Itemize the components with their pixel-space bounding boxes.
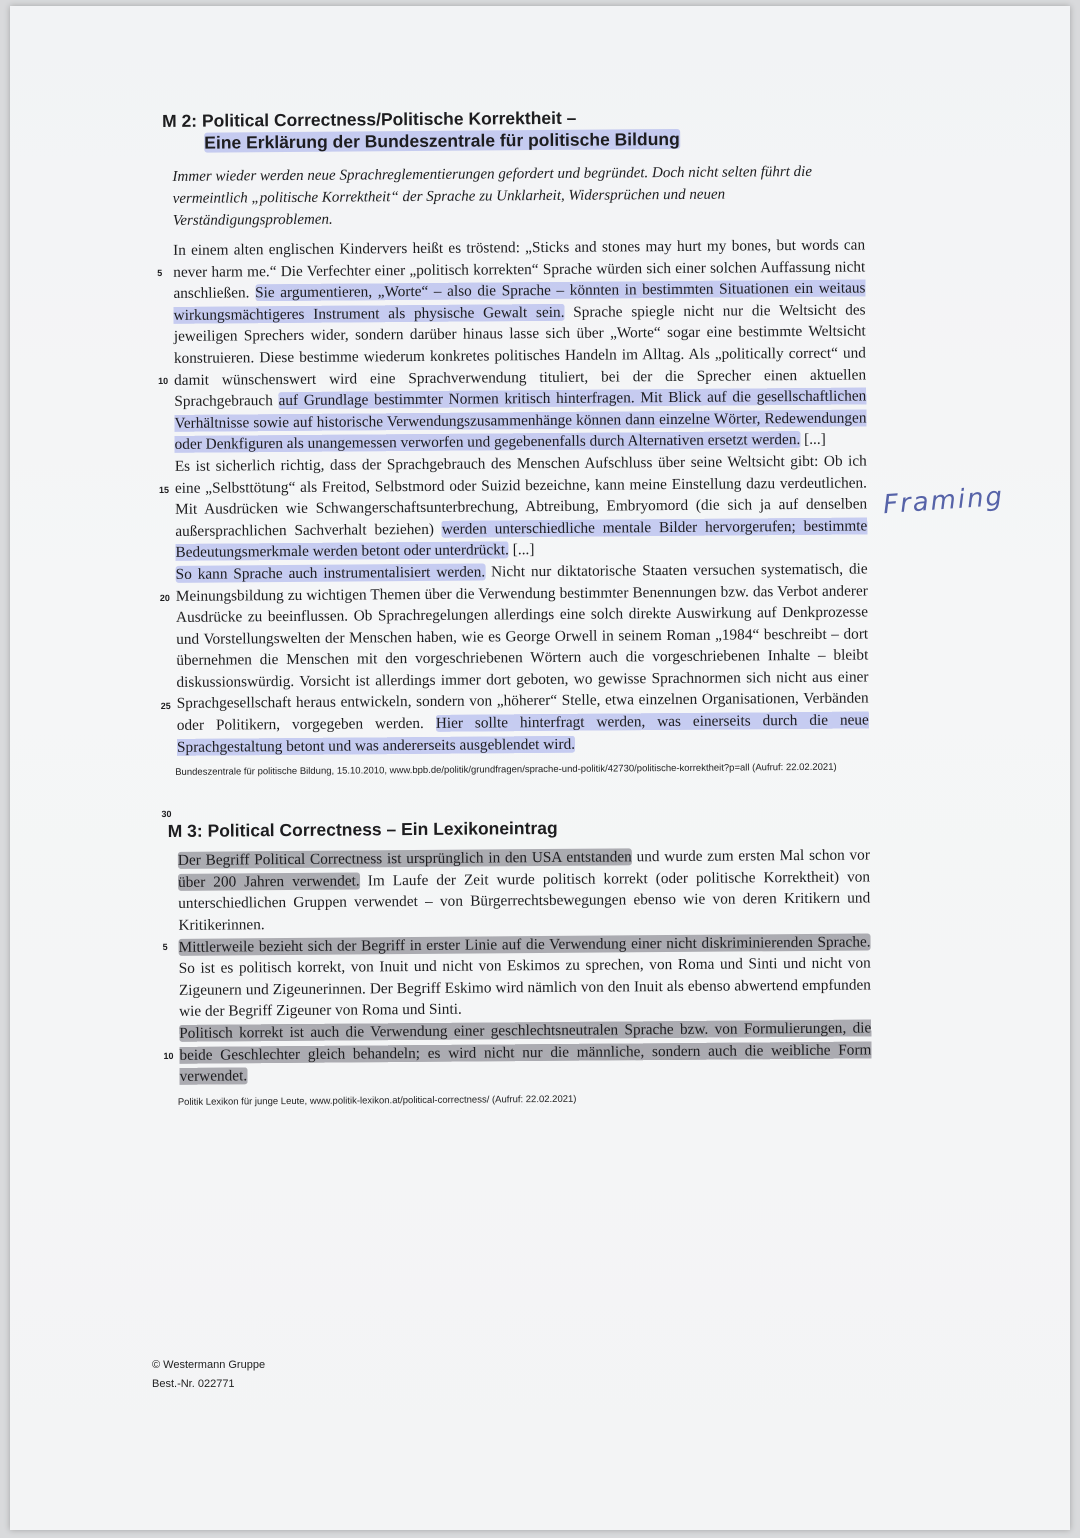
m2-heading-line1: M 2: Political Correctness/Politische Korrektheit – <box>162 107 577 131</box>
highlight: Mittlerweile bezieht sich der Begriff in erster Linie auf die Verwendung einer nicht diskriminierenden Sprache. <box>178 933 871 956</box>
m3-paragraph-3 <box>179 1017 871 1087</box>
worksheet-content <box>157 104 872 1109</box>
highlight: Politisch korrekt ist auch die Verwendung einer geschlechtsneutralen Sprache bzw. von Formulierungen, die beide Geschlechter gleich behandeln; es wird nicht nur die männliche, sondern auch die weibliche Form verwendet. <box>179 1019 872 1086</box>
m2-heading-line2: Eine Erklärung der Bundeszentrale für politische Bildung <box>204 128 680 153</box>
m2-paragraph-2: Es ist sicherlich richtig, dass der Sprachgebrauch des Menschen Aufschluss über seine Weltsicht gibt: Ob ich eine „Selbsttötung“ als Freitod, Selbstmord oder Suizid bezeichne, kann meine Einstellung dazu verdeutlichen. Mit Ausdrücken wie Schwangerschaftsunterbrechung, Abtreibung, Embryomord (die sich ja auf denselben außersprachlichen Sachverhalt beziehen) werden unterschiedliche mentale Bilder hervorgerufen; bestimmte Bedeutungsmerkmale werden betont oder unterdrückt. [...] <box>174 452 868 562</box>
m2-intro: Immer wieder werden neue Sprachreglementierungen gefordert und begründet. Doch nicht selten führt die vermeintlich „politische Korrektheit“ der Sprache zu Unklarheit, Widersprüchen und neuen Verständigungsproblemen. <box>172 163 813 229</box>
publisher: © Westermann Gruppe <box>152 1359 266 1371</box>
highlight: Der Begriff Political Correctness ist ursprünglich in den USA entstanden <box>177 848 632 870</box>
highlight: So kann Sprache auch instrumentalisiert werden. <box>175 563 486 583</box>
m3-paragraph-1: Der Begriff Political Correctness ist ursprünglich in den USA entstanden und wurde zum ersten Mal schon vor über 200 Jahren verwendet. Im Laufe der Zeit wurde politisch korrekt (oder politische Korrektheit) von unterschiedlichen Gruppen verwendet – von Bürgerrechtsbewegungen ebenso wie von deren Kritikern und Kritikerinnen. <box>177 846 871 934</box>
worksheet-page <box>10 6 1070 1530</box>
m2-source: Bundeszentrale für politische Bildung, 15.10.2010, www.bpb.de/politik/grundfragen/sprache-und-politik/42730/politische-korrektheit?p=all (Aufruf: 22.02.2021) <box>175 761 837 779</box>
highlight: Hier sollte hinterfragt werden, was einerseits durch die neue Sprachgestaltung betont und was andererseits ausgeblendet wird. <box>176 711 869 756</box>
handwritten-annotation: Framing <box>882 481 1006 521</box>
highlight: werden unterschiedliche mentale Bilder hervorgerufen; bestimmte Bedeutungsmerkmale werden betont oder unterdrückt. <box>175 517 868 562</box>
footer <box>152 1356 265 1394</box>
line-number: 30 <box>161 808 172 820</box>
line-number: 25 <box>160 700 171 712</box>
highlight: über 200 Jahren verwendet. <box>177 872 360 891</box>
m3-source: Politik Lexikon für junge Leute, www.politik-lexikon.at/political-correctness/ (Aufruf: 22.02.2021) <box>177 1093 577 1108</box>
line-number: 15 <box>158 484 170 496</box>
m3-heading: M 3: Political Correctness – Ein Lexikoneintrag <box>167 818 558 842</box>
line-number: 5 <box>157 268 163 279</box>
line-number: 10 <box>163 1051 174 1062</box>
m2-paragraph-3: So kann Sprache auch instrumentalisiert werden. Nicht nur diktatorische Staaten versuchen systematisch, die Meinungsbildung zu wichtigen Themen über die Verwendung bestimmter Benennungen bzw. das Verbot anderer Ausdrücke zu beeinflussen. Ob Sprachregelungen allerdings eine solch direkte Auswirkung auf Denkprozesse und Vorstellungswelten der Menschen haben, wie es George Orwell in seinem Roman „1984“ beschreibt – dort übernehmen die Menschen mit den vorgeschriebenen Wörtern auch die vorgeschriebenen Inhalte – bleibt diskussionswürdig. Vorsicht ist allerdings immer dort geboten, wo gewisse Sprachnormen sich nicht aus einer Sprachgesellschaft heraus entwickeln, sondern von „höherer“ Stelle, etwa einzelnen Organisationen, Verbänden oder Politikern, vorgegeben werden. Hier sollte hinterfragt werden, was einerseits durch die neue Sprachgestaltung betont und was andererseits ausgeblendet wird. <box>175 560 869 756</box>
m3-paragraph-2: Mittlerweile bezieht sich der Begriff in erster Linie auf die Verwendung einer nicht diskriminierenden Sprache. So ist es politisch korrekt, von Inuit und nicht von Eskimos zu sprechen, von Roma und Sinti und nicht von Zigeunern und Zigeunerinnen. Der Begriff Eskimo wird nämlich von den Inuit als ebenso abwertend empfunden wie der Begriff Zigeuner von Roma und Sinti. <box>178 933 871 1021</box>
line-number: 10 <box>158 375 169 387</box>
m3-body <box>162 845 872 1088</box>
highlight: auf Grundlage bestimmter Normen kritisch hinterfragen. Mit Blick auf die gesellschaftlichen Verhältnisse sowie auf historische Verwendungszusammenhänge können dann einzelne Wörter, Redewendungen oder Denkfiguren als unangemessen verworfen und gegebenenfalls durch Alternativen ersetzt werden. <box>174 387 867 454</box>
line-number: 20 <box>159 592 170 604</box>
m2-paragraph-1: In einem alten englischen Kindervers heißt es tröstend: „Sticks and stones may hurt my bones, but words can never harm me.“ Die Verfechter einer „politisch korrekten“ Sprache würden sich einer solchen Auffassung nicht anschließen. Sie argumentieren, „Worte“ – also die Sprache – könnten in bestimmten Situationen ein weitaus wirkungsmächtigeres Instrument als physische Gewalt sein. Sprache spiegle nicht nur die Weltsicht des jeweiligen Sprechers wider, sondern darüber hinaus lasse sich über „Worte“ sogar eine bestimmte Weltsicht konstruieren. Diese bestimme wiederum konkretes politisches Handeln im Alltag. Als „politically correct“ und damit wünschenswert wird eine Sprachverwendung tituliert, bei der die Sprecher einen aktuellen Sprachgebrauch auf Grundlage bestimmter Normen kritisch hinterfragen. Mit Blick auf die gesellschaftlichen Verhältnisse sowie auf historische Verwendungszusammenhänge können dann einzelne Wörter, Redewendungen oder Denkfiguren als unangemessen verworfen und gegebenenfalls durch Alternativen ersetzt werden. [...] <box>173 236 867 454</box>
order-number: Best.-Nr. 022771 <box>152 1378 235 1390</box>
line-number: 5 <box>162 942 168 953</box>
m2-heading <box>162 104 864 154</box>
highlight: Sie argumentieren, „Worte“ – also die Sprache – könnten in bestimmten Situationen ein weitaus wirkungsmächtigeres Instrument als physische Gewalt sein. <box>173 279 866 324</box>
